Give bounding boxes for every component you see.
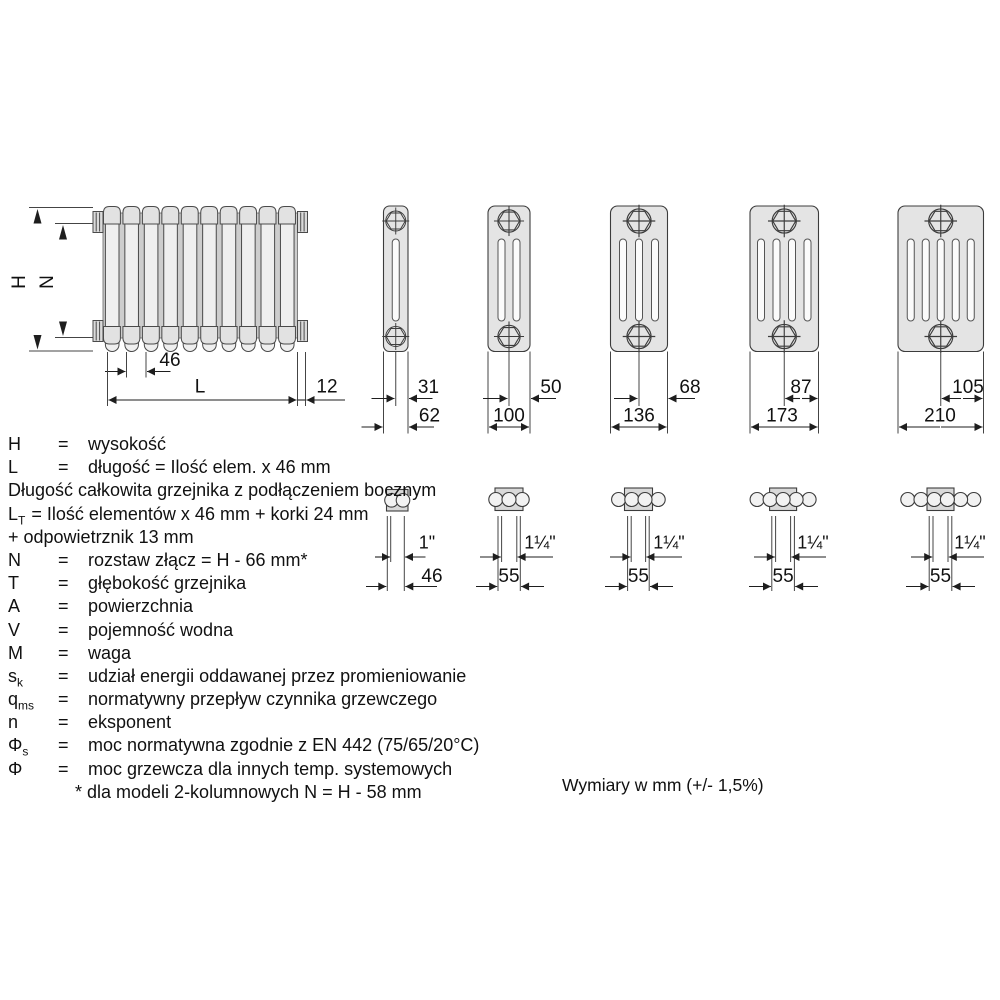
dim-H-label: H (9, 275, 30, 289)
dim-4col-half-depth: 68 (679, 377, 701, 398)
dim-thread-3: 1¼" (653, 532, 685, 553)
legend-row-phi: Φ = moc grzewcza dla innych temp. systemowych (8, 758, 453, 779)
radiator-front-view (93, 207, 308, 352)
dim-3col-depth: 100 (493, 405, 525, 427)
dim-thread-2: 1¼" (524, 532, 556, 553)
dim-pitch-3: 55 (627, 566, 649, 587)
dim-N-label: N (37, 275, 58, 289)
dim-5col-depth: 173 (766, 405, 798, 427)
legend-row-N: N = rozstaw złącz = H - 66 mm* (8, 549, 308, 570)
legend-row-V: V = pojemność wodna (8, 619, 234, 640)
legend (8, 433, 628, 804)
nipple-bottom-right (298, 321, 308, 342)
dim-6col-depth: 210 (924, 405, 956, 427)
dim-4col-depth: 136 (623, 405, 655, 427)
dim-5col-half-depth: 87 (790, 377, 812, 398)
legend-row-H: H = wysokość (8, 434, 167, 454)
dim-pitch-4: 55 (772, 566, 794, 587)
section-3col (483, 206, 562, 434)
legend-row-n: n = eksponent (8, 712, 172, 733)
legend-row-LT: $L_T$ = Ilość elementów x 46 mm + korki 24 mm (8, 503, 369, 528)
legend-row-M: M = waga (8, 642, 132, 663)
section-5col (750, 205, 819, 434)
dim-6col-half-depth: 105 (952, 377, 984, 398)
section-4col (611, 205, 701, 434)
dim-thread-5: 1¼" (954, 532, 986, 553)
dim-pitch-2: 55 (498, 566, 520, 587)
dim-length-label: L (194, 376, 206, 398)
dimensions-note: Wymiary w mm (+/- 1,5%) (562, 775, 764, 795)
legend-row-phi-s: $\Phi_s$ = moc normatywna zgodnie z EN 442 (75/65/20°C) (8, 735, 480, 760)
legend-row-A: A = powierzchnia (8, 596, 194, 617)
dim-end-cap: 12 (316, 376, 338, 398)
legend-row-L: L = długość = Ilość elem. x 46 mm (8, 457, 331, 478)
legend-row-footnote: * dla modeli 2-kolumnowych N = H - 58 mm (75, 781, 422, 802)
nipple-top-right (298, 212, 308, 233)
nipple-bottom-left (93, 321, 103, 342)
dim-thread-1: 1" (418, 532, 436, 553)
legend-row-sk: $s_k$ = udział energii oddawanej przez promieniowanie (8, 665, 467, 690)
legend-row-T: T = głębokość grzejnika (8, 573, 247, 594)
nipple-top-left (93, 212, 103, 233)
dim-3col-half-depth: 50 (540, 377, 562, 398)
top-view-5col (749, 488, 829, 591)
dim-2col-depth: 62 (418, 405, 441, 427)
top-view-6col (901, 488, 986, 591)
legend-row-total-length: Długość całkowita grzejnika z podłączeniem bocznym (8, 480, 437, 501)
dim-pitch-5: 55 (929, 566, 952, 587)
dim-pitch-1: 46 (421, 566, 443, 587)
legend-row-qms: $q_{ms}$ = normatywny przepływ czynnika grzewczego (8, 689, 438, 713)
section-2col (362, 206, 441, 434)
legend-row-vent: + odpowietrznik 13 mm (8, 526, 194, 547)
dim-thread-4: 1¼" (797, 532, 829, 553)
section-6col (898, 205, 984, 434)
dim-element-pitch: 46 (159, 350, 181, 371)
dim-2col-half-depth: 31 (417, 377, 440, 398)
